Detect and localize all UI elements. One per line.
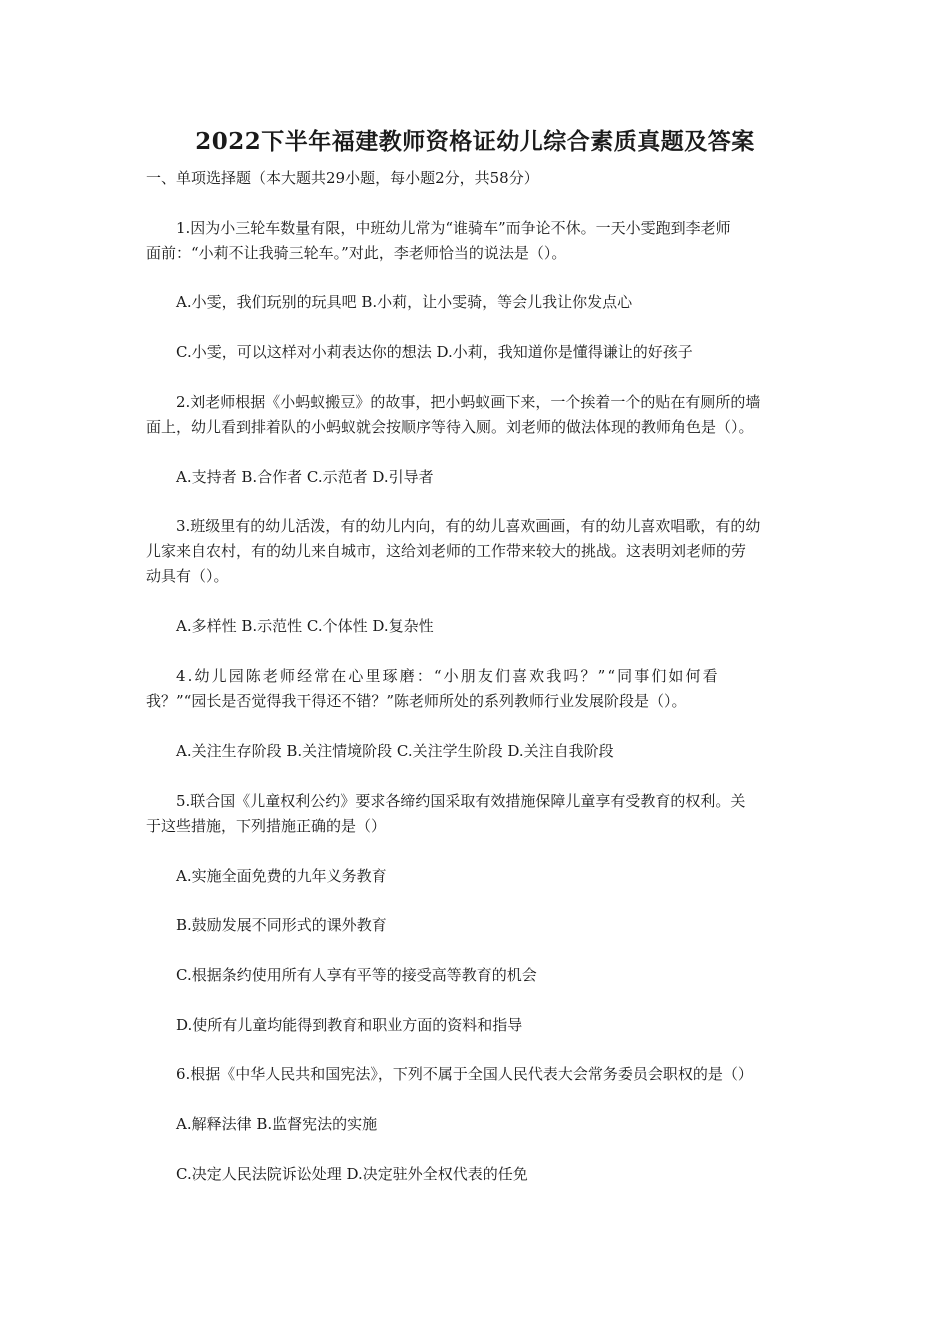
question-6-options-cd	[146, 1162, 806, 1187]
question-3	[146, 514, 806, 589]
question-6-options-ab	[146, 1112, 806, 1137]
question-2	[146, 390, 806, 440]
question-3-options	[146, 614, 806, 639]
question-1-line-1: 1.因为小三轮车数量有限，中班幼儿常为“谁骑车”而争论不休。一天小雯跑到李老师	[176, 219, 731, 237]
question-5-option-d	[146, 1013, 806, 1038]
question-5-option-c	[146, 963, 806, 988]
question-1	[146, 216, 806, 266]
question-1-line-2: 面前：“小莉不让我骑三轮车。”对此，李老师恰当的说法是（）。	[146, 244, 567, 262]
question-5-line-2: 于这些措施，下列措施正确的是（）	[146, 817, 387, 835]
question-3-line-2: 儿家来自农村，有的幼儿来自城市，这给刘老师的工作带来较大的挑战。这表明刘老师的劳	[146, 542, 747, 560]
question-1-option-ab: A.小雯，我们玩别的玩具吧 B.小莉，让小雯骑，等会儿我让你发点心	[176, 293, 633, 311]
question-1-option-cd: C.小雯，可以这样对小莉表达你的想法 D.小莉，我知道你是懂得谦让的好孩子	[176, 343, 693, 361]
question-2-line-1: 2.刘老师根据《小蚂蚁搬豆》的故事，把小蚂蚁画下来，一个挨着一个的贴在有厕所的墙	[176, 393, 761, 411]
question-4-option-line: A.关注生存阶段 B.关注情境阶段 C.关注学生阶段 D.关注自我阶段	[176, 742, 614, 760]
question-6	[146, 1062, 806, 1087]
option-c: C.根据条约使用所有人享有平等的接受高等教育的机会	[176, 966, 537, 984]
option-b: B.鼓励发展不同形式的课外教育	[176, 916, 387, 934]
question-3-line-3: 动具有（）。	[146, 567, 229, 585]
section-heading: 一、单项选择题（本大题共29小题，每小题2分，共58分）	[146, 169, 539, 187]
question-3-option-line: A.多样性 B.示范性 C.个体性 D.复杂性	[176, 617, 434, 635]
question-2-options	[146, 465, 806, 490]
question-4-line-1: 4.幼儿园陈老师经常在心里琢磨：“小朋友们喜欢我吗？”“同事们如何看	[176, 667, 720, 685]
option-a: A.实施全面免费的九年义务教育	[176, 867, 387, 885]
question-5-option-b	[146, 913, 806, 938]
question-4-options	[146, 739, 806, 764]
question-4	[146, 664, 806, 714]
question-2-option-line: A.支持者 B.合作者 C.示范者 D.引导者	[176, 468, 434, 486]
question-5	[146, 789, 806, 839]
option-d: D.使所有儿童均能得到教育和职业方面的资料和指导	[176, 1016, 523, 1034]
question-6-option-ab: A.解释法律 B.监督宪法的实施	[176, 1115, 378, 1133]
page-title: 2022下半年福建教师资格证幼儿综合素质真题及答案	[195, 128, 755, 155]
question-5-option-a	[146, 864, 806, 889]
question-3-line-1: 3.班级里有的幼儿活泼，有的幼儿内向，有的幼儿喜欢画画，有的幼儿喜欢唱歌，有的幼	[176, 517, 761, 535]
question-5-line-1: 5.联合国《儿童权利公约》要求各缔约国采取有效措施保障儿童享有受教育的权利。关	[176, 792, 746, 810]
question-6-option-cd: C.决定人民法院诉讼处理 D.决定驻外全权代表的任免	[176, 1165, 528, 1183]
question-2-line-2: 面上，幼儿看到排着队的小蚂蚁就会按顺序等待入厕。刘老师的做法体现的教师角色是（）。	[146, 418, 754, 436]
question-6-line-1: 6.根据《中华人民共和国宪法》，下列不属于全国人民代表大会常务委员会职权的是（）	[176, 1065, 753, 1083]
question-1-options-ab	[146, 290, 806, 315]
question-1-options-cd	[146, 340, 806, 365]
question-4-line-2: 我？”“园长是否觉得我干得还不错？”陈老师所处的系列教师行业发展阶段是（）。	[146, 692, 687, 710]
